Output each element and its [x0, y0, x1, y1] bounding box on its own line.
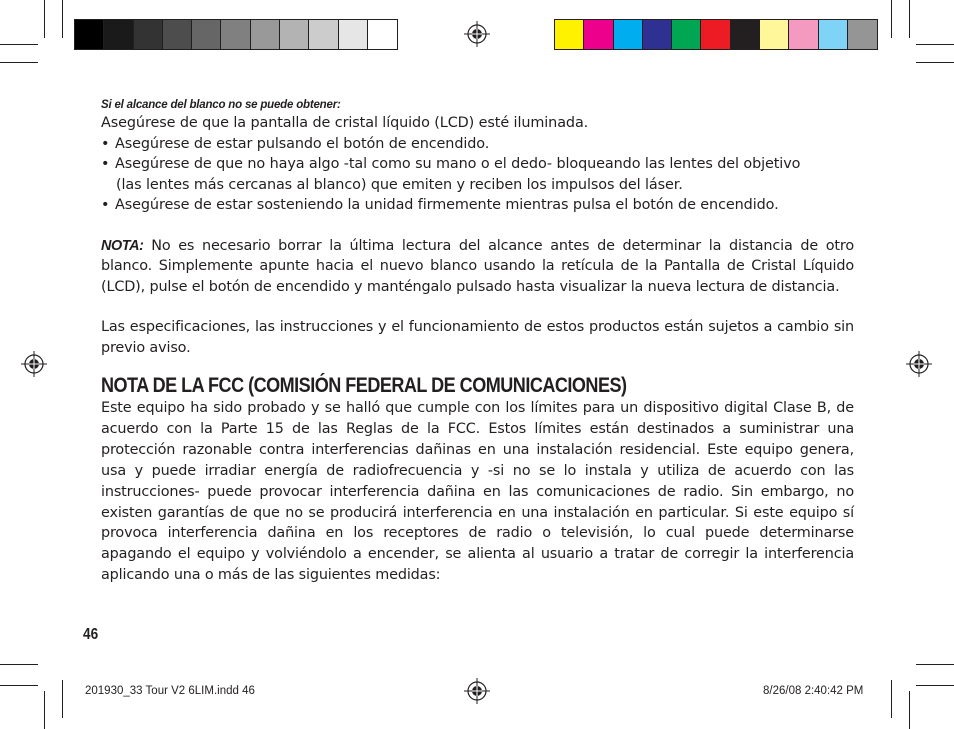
list-item-text: Asegúrese de estar sosteniendo la unidad firmemente mientras pulsa el botón de encendido. — [115, 197, 779, 213]
bullet: • — [101, 197, 110, 213]
bullet: • — [101, 156, 110, 172]
crop-mark-bottom-right-v — [909, 691, 910, 729]
crop-mark-bottom-left-h — [0, 664, 38, 665]
color-swatch — [760, 20, 789, 49]
list-item — [101, 134, 854, 155]
color-swatch — [192, 20, 221, 49]
registration-mark-icon — [21, 351, 47, 377]
color-swatch — [731, 20, 760, 49]
list-item — [101, 154, 854, 175]
fcc-paragraph: Este equipo ha sido probado y se halló que cumple con los límites para un dispositivo digital Clase B, de acuerdo con la Parte 15 de las Reglas de la FCC. Estos límites están destinados a suministrar una protección razonable contra interferencias dañinas en una instalación residencial. Este equipo genera, usa y puede irradiar energía de radiofrecuencia y -si no se lo instala y utiliza de acuerdo con las instrucciones- puede provocar interferencia dañina en las comunicaciones de radio. Sin embargo, no existen garantías de que no se producirá interferencia en una instalación en particular. Si este equipo sí provoca interferencia dañina en los receptores de radio o televisión, lo cual puede determinarse apagando el equipo y volviéndolo a encender, se alienta al usuario a tratar de corregir la interferencia aplicando una o más de las siguientes medidas: — [101, 400, 854, 584]
crop-mark-top-left-v2 — [62, 0, 63, 38]
grayscale-color-bar — [74, 19, 398, 50]
color-swatch — [75, 20, 104, 49]
crop-mark-bottom-left-v2 — [62, 680, 63, 718]
list-item-text: Asegúrese de estar pulsando el botón de encendido. — [115, 135, 490, 152]
page-content — [101, 97, 854, 586]
lcd-instruction: Asegúrese de que la pantalla de cristal líquido (LCD) esté iluminada. — [101, 115, 589, 131]
crop-mark-top-right-h — [916, 44, 954, 45]
crop-mark-top-left-h — [0, 44, 38, 45]
color-swatch — [339, 20, 368, 49]
troubleshooting-heading: Si el alcance del blanco no se puede obtener: — [101, 99, 341, 111]
color-swatch — [280, 20, 309, 49]
color-swatch — [672, 20, 701, 49]
color-swatch — [221, 20, 250, 49]
page-number: 46 — [83, 626, 99, 643]
crop-mark-bottom-left-v — [44, 691, 45, 729]
crop-mark-top-right-v2 — [891, 0, 892, 38]
nota-label: NOTA: — [101, 237, 144, 254]
color-swatch — [789, 20, 818, 49]
color-swatch — [701, 20, 730, 49]
registration-mark-icon — [906, 351, 932, 377]
crop-mark-top-left-h2 — [0, 62, 38, 63]
color-swatch — [163, 20, 192, 49]
color-swatch — [848, 20, 877, 49]
color-swatch — [555, 20, 584, 49]
color-swatch — [368, 20, 397, 49]
nota-text: No es necesario borrar la última lectura del alcance antes de determinar la distancia de otro blanco. Simplemente apunte hacia el nuevo blanco usando la retícula de la Pantalla de Cristal Líquido (LCD), pulse el botón de encendido y manténgalo pulsado hasta visualizar la nueva lectura de distancia. — [101, 237, 854, 295]
date-slug: 8/26/08 2:40:42 PM — [763, 685, 864, 697]
crop-mark-bottom-right-h2 — [916, 685, 954, 686]
list-item — [101, 195, 854, 216]
color-swatch — [251, 20, 280, 49]
color-swatch — [104, 20, 133, 49]
crop-mark-bottom-right-h — [916, 664, 954, 665]
bullet: • — [101, 135, 110, 152]
color-swatch — [819, 20, 848, 49]
crop-mark-bottom-right-v2 — [891, 680, 892, 718]
crop-mark-top-right-h2 — [916, 62, 954, 63]
registration-mark-icon — [464, 21, 490, 47]
file-slug: 201930_33 Tour V2 6LIM.indd 46 — [85, 685, 255, 697]
process-color-bar — [554, 19, 878, 50]
color-swatch — [643, 20, 672, 49]
crop-mark-top-right-v — [909, 0, 910, 38]
color-swatch — [584, 20, 613, 49]
list-item-continuation: (las lentes más cercanas al blanco) que emiten y reciben los impulsos del láser. — [116, 176, 683, 193]
list-item-text: Asegúrese de que no haya algo -tal como su mano o el dedo- bloqueando las lentes del objetivo — [115, 156, 801, 172]
specs-paragraph: Las especificaciones, las instrucciones y el funcionamiento de estos productos están sujetos a cambio sin previo aviso. — [101, 319, 854, 356]
color-swatch — [134, 20, 163, 49]
crop-mark-bottom-left-h2 — [0, 685, 38, 686]
color-swatch — [614, 20, 643, 49]
crop-mark-top-left-v — [44, 0, 45, 38]
registration-mark-icon — [464, 678, 490, 704]
nota-paragraph — [101, 236, 854, 298]
fcc-heading: NOTA DE LA FCC (COMISIÓN FEDERAL DE COMUNICACIONES) — [101, 374, 627, 397]
color-swatch — [309, 20, 338, 49]
